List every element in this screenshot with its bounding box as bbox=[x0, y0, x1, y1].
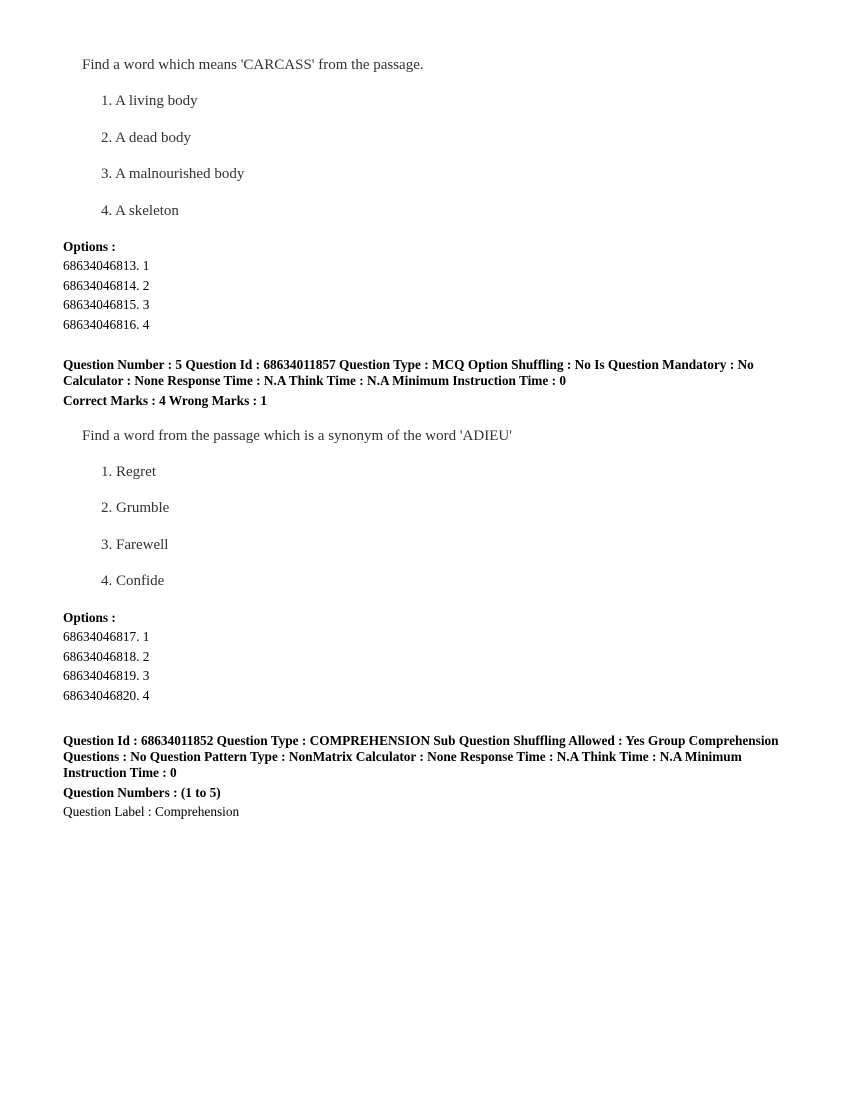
choice-2: 2. Grumble bbox=[101, 500, 170, 516]
question-label: Question Label : Comprehension bbox=[63, 804, 240, 819]
option-id-3: 68634046815. 3 bbox=[63, 297, 150, 312]
options-label: Options : bbox=[63, 610, 116, 625]
choice-4: 4. A skeleton bbox=[101, 203, 179, 219]
question-meta: Question Number : 5 Question Id : 68634011857 Question Type : MCQ Option Shuffling : No Is Question Mandatory : No Calculator : None Response Time : N.A Think Time : N.A Minimum Instruction Time : 0 bbox=[63, 357, 754, 388]
option-id-1: 68634046813. 1 bbox=[63, 258, 150, 273]
choice-3: 3. A malnourished body bbox=[101, 166, 245, 182]
choice-1: 1. Regret bbox=[101, 464, 156, 480]
option-id-3: 68634046819. 3 bbox=[63, 668, 150, 683]
option-id-1: 68634046817. 1 bbox=[63, 629, 150, 644]
option-id-4: 68634046816. 4 bbox=[63, 317, 150, 332]
question-numbers: Question Numbers : (1 to 5) bbox=[63, 785, 221, 800]
choice-3: 3. Farewell bbox=[101, 537, 169, 553]
choice-4: 4. Confide bbox=[101, 573, 165, 589]
options-label: Options : bbox=[63, 239, 116, 254]
option-id-4: 68634046820. 4 bbox=[63, 688, 150, 703]
choice-1: 1. A living body bbox=[101, 93, 198, 109]
marks-line: Correct Marks : 4 Wrong Marks : 1 bbox=[63, 393, 267, 408]
comprehension-meta: Question Id : 68634011852 Question Type : COMPREHENSION Sub Question Shuffling Allowed : Yes Group Comprehension Questions : No Question Pattern Type : NonMatrix Calculator : None Response Time : N.A Think Time : N.A Minimum Instruction Time : 0 bbox=[63, 733, 779, 780]
option-id-2: 68634046814. 2 bbox=[63, 278, 150, 293]
question-text: Find a word which means 'CARCASS' from the passage. bbox=[82, 57, 424, 73]
option-id-2: 68634046818. 2 bbox=[63, 649, 150, 664]
question-text: Find a word from the passage which is a synonym of the word 'ADIEU' bbox=[82, 428, 512, 444]
choice-2: 2. A dead body bbox=[101, 130, 191, 146]
